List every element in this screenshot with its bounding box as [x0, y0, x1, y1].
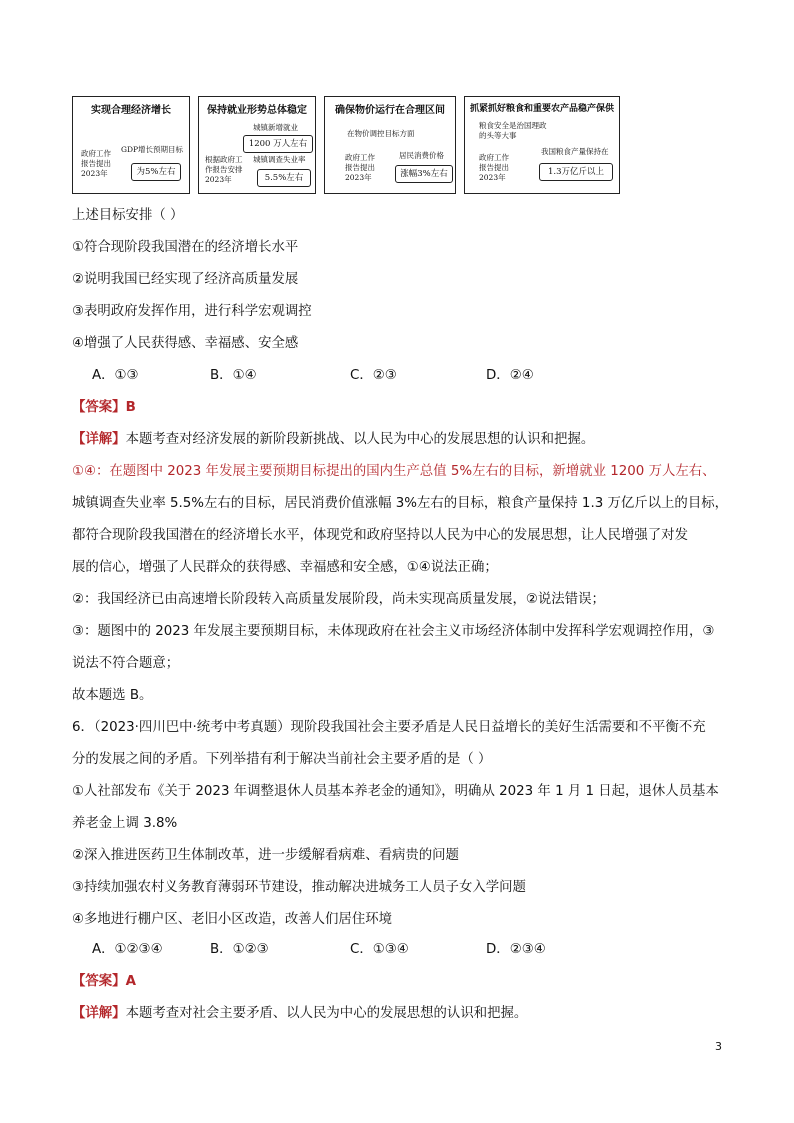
policy-panels [72, 96, 624, 196]
panel-label: 居民消费价格 [399, 151, 444, 160]
q6-detail [72, 1004, 527, 1024]
answer-value: B [125, 400, 136, 415]
panel-title: 确保物价运行在合理区间 [335, 105, 445, 116]
q5-exp1-line2: 城镇调查失业率 5.5%左右的目标，居民消费价值涨幅 3%左右的目标，粮食产量保持 1.3 万亿斤以上的目标， [72, 496, 728, 511]
q5-option-a: A．①③ [92, 368, 139, 383]
panel-label: 城镇调查失业率 [253, 155, 306, 164]
q5-item-2: ②说明我国已经实现了经济高质量发展 [72, 272, 299, 287]
q5-item-1: ①符合现阶段我国潜在的经济增长水平 [72, 240, 299, 255]
q5-item-4: ④增强了人民获得感、幸福感、安全感 [72, 336, 299, 351]
panel-value: 1200 万人左右 [248, 139, 308, 149]
panel-value-box [395, 165, 453, 183]
q6-item2: ②深入推进医药卫生体制改革，进一步缓解看病难、看病贵的问题 [72, 848, 459, 863]
panel-value-box [243, 135, 313, 153]
detail-text: 本题考查对经济发展的新阶段新挑战、以人民为中心的发展思想的认识和把握。 [125, 432, 595, 447]
q6-item3: ③持续加强农村义务教育薄弱环节建设，推动解决进城务工人员子女入学问题 [72, 880, 526, 895]
q5-exp1-line4: 展的信心，增强了人民群众的获得感、幸福感和安全感，①④说法正确； [72, 560, 498, 575]
q6-option-d: D．②③④ [486, 942, 546, 957]
panel-value-box [257, 169, 311, 187]
q6-stem-line2: 分的发展之间的矛盾。下列举措有利于解决当前社会主要矛盾的是（ ） [72, 752, 492, 767]
panel-title: 实现合理经济增长 [91, 105, 171, 116]
q5-option-d: D．②④ [486, 368, 534, 383]
panel-employment [198, 96, 316, 194]
panel-economic-growth [72, 96, 190, 194]
q5-stem: 上述目标安排（ ） [72, 208, 184, 223]
q5-exp3-line2: 说法不符合题意； [72, 656, 180, 671]
q5-conclusion: 故本题选 B。 [72, 688, 153, 703]
panel-label: 城镇新增就业 [253, 123, 298, 132]
panel-left-text: 政府工作 报告提出 2023年 [81, 149, 111, 178]
panel-label: GDP增长预期目标 [121, 145, 184, 154]
answer-tag: 【答案】 [72, 400, 126, 415]
panel-value-box [131, 163, 181, 181]
q6-option-b: B．①②③ [210, 942, 269, 957]
q6-option-c: C．①③④ [350, 942, 409, 957]
panel-grain [464, 96, 620, 194]
panel-left-text: 政府工作 报告提出 2023年 [479, 153, 509, 182]
panel-label: 粮食安全是治国理政 的头等大事 [479, 121, 547, 140]
q5-answer [72, 398, 136, 418]
answer-tag: 【答案】 [72, 974, 126, 989]
panel-left-text: 政府工作 报告提出 2023年 [345, 153, 375, 182]
panel-price [324, 96, 456, 194]
q5-detail [72, 430, 594, 450]
detail-text: 本题考查对社会主要矛盾、以人民为中心的发展思想的认识和把握。 [125, 1006, 528, 1021]
panel-title: 抓紧抓好粮食和重要农产品稳产保供 [469, 104, 614, 114]
panel-value: 5.5%左右 [264, 173, 304, 183]
q6-answer [72, 972, 136, 992]
answer-value: A [125, 974, 136, 989]
q6-stem-line1: 6．（2023·四川巴中·统考中考真题）现阶段我国社会主要矛盾是人民日益增长的美好生活需要和不平衡不充 [72, 720, 706, 735]
q6-item4: ④多地进行棚户区、老旧小区改造，改善人们居住环境 [72, 912, 392, 927]
detail-tag: 【详解】 [72, 432, 126, 447]
panel-value: 为5%左右 [136, 167, 176, 177]
page-number: 3 [715, 1040, 722, 1053]
q6-item1-line2: 养老金上调 3.8% [72, 816, 178, 831]
q5-exp2: ②：我国经济已由高速增长阶段转入高质量发展阶段，尚未实现高质量发展，②说法错误； [72, 592, 605, 607]
panel-title: 保持就业形势总体稳定 [207, 105, 307, 116]
panel-value-box [539, 163, 613, 181]
q5-option-b: B．①④ [210, 368, 257, 383]
panel-value: 涨幅3%左右 [400, 169, 448, 179]
q5-exp1-line1: ①④：在题图中 2023 年发展主要预期目标提出的国内生产总值 5%左右的目标，新增就业 1200 万人左右、 [72, 464, 716, 479]
panel-left-text: 根据政府工 作报告安排 2023年 [205, 155, 243, 184]
q6-option-a: A．①②③④ [92, 942, 163, 957]
q5-item-3: ③表明政府发挥作用，进行科学宏观调控 [72, 304, 312, 319]
q6-item1-line1: ①人社部发布《关于 2023 年调整退休人员基本养老金的通知》，明确从 2023 年 1 月 1 日起，退休人员基本 [72, 784, 719, 799]
panel-label: 我国粮食产量保持在 [541, 147, 609, 156]
detail-tag: 【详解】 [72, 1006, 126, 1021]
panel-value: 1.3万亿斤以上 [547, 167, 605, 177]
q5-option-c: C．②③ [350, 368, 397, 383]
panel-label: 在物价调控目标方面 [347, 129, 415, 138]
q5-exp3-line1: ③：题图中的 2023 年发展主要预期目标，未体现政府在社会主义市场经济体制中发挥科学宏观调控作用，③ [72, 624, 715, 639]
q5-exp1-line3: 都符合现阶段我国潜在的经济增长水平，体现党和政府坚持以人民为中心的发展思想，让人民增强了对发 [72, 528, 688, 543]
